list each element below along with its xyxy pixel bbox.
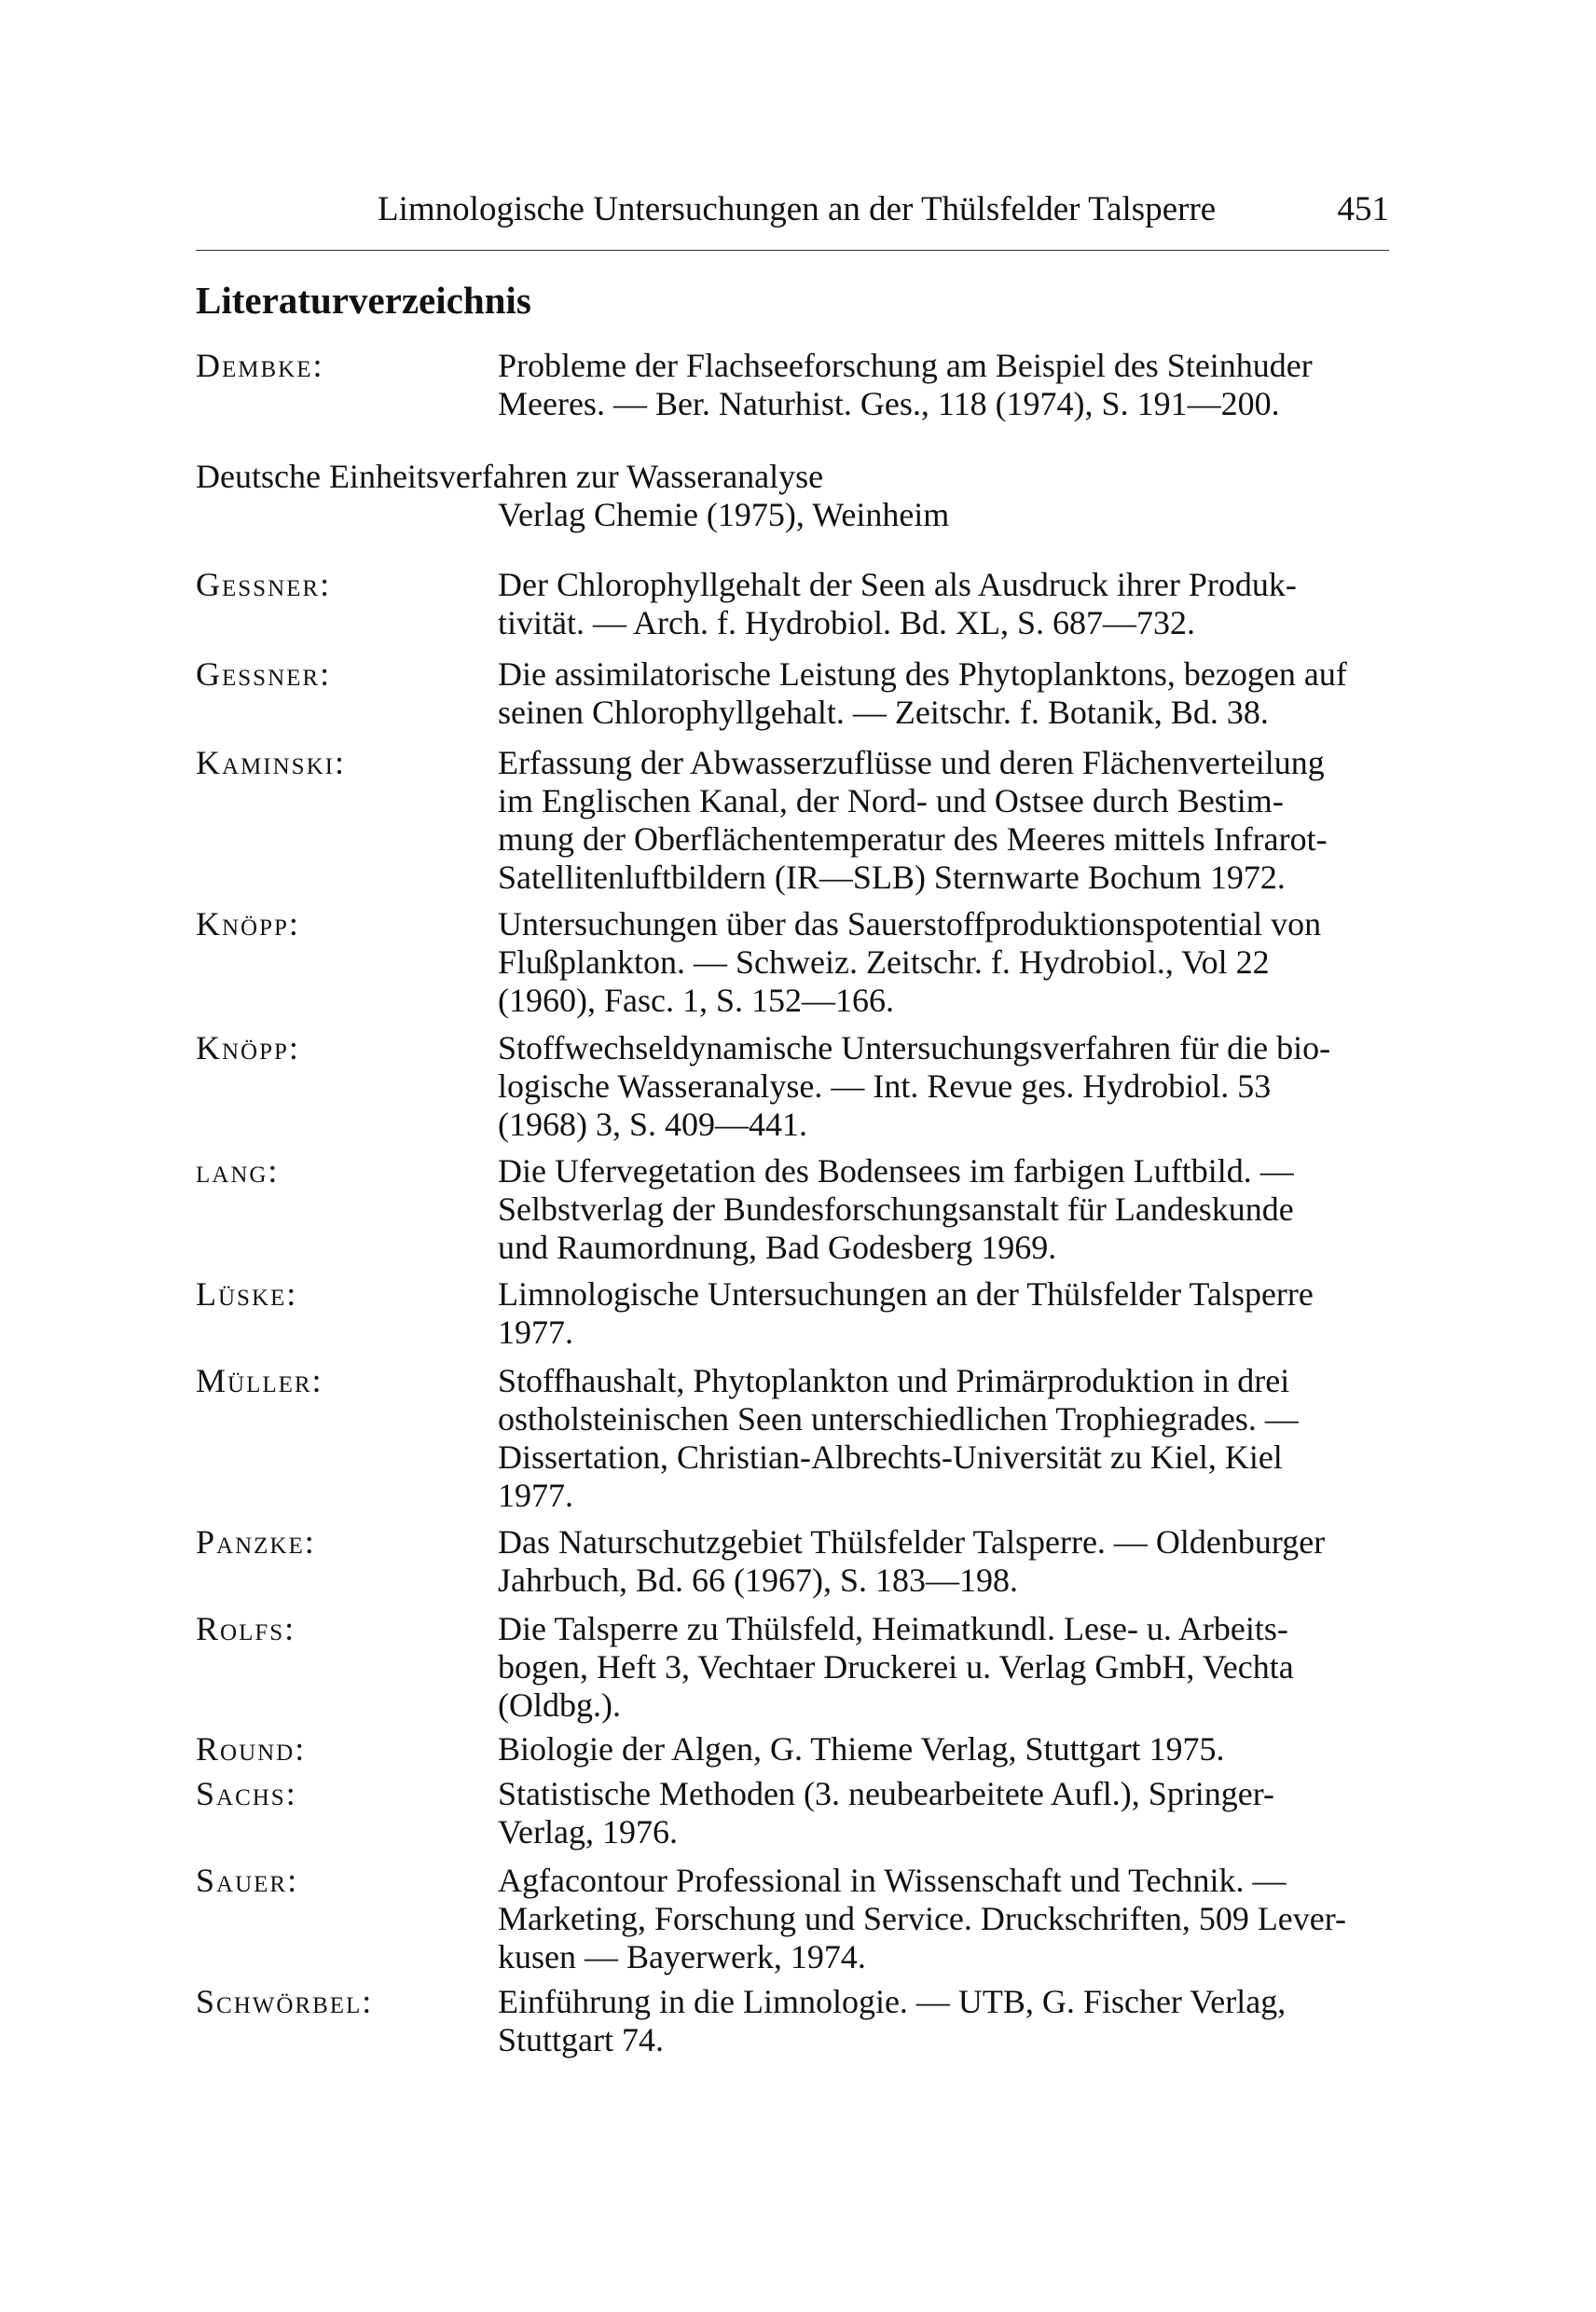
reference-text	[498, 1730, 1389, 1768]
reference-line: Probleme der Flachseeforschung am Beispiel des Steinhuder	[498, 347, 1313, 384]
reference-line: Stuttgart 74.	[498, 2021, 664, 2058]
reference-text	[498, 1862, 1389, 1976]
reference-line: Agfacontour Professional in Wissenschaft und Technik. —	[498, 1862, 1286, 1899]
reference-entry	[196, 655, 1389, 732]
reference-line: Jahrbuch, Bd. 66 (1967), S. 183—198.	[498, 1562, 1018, 1599]
reference-author: Round:	[196, 1730, 307, 1768]
reference-text	[498, 1362, 1389, 1515]
reference-line: ostholsteinischen Seen unterschiedlichen Trophiegrades. —	[498, 1400, 1299, 1438]
reference-line: Erfassung der Abwasserzuflüsse und deren Flächenverteilung	[498, 744, 1325, 781]
reference-line: Das Naturschutzgebiet Thülsfelder Talsperre. — Oldenburger	[498, 1523, 1326, 1561]
reference-author: Sachs:	[196, 1775, 297, 1812]
reference-line: und Raumordnung, Bad Godesberg 1969.	[498, 1229, 1057, 1266]
reference-line: Marketing, Forschung und Service. Druckschriften, 509 Lever-	[498, 1900, 1347, 1937]
reference-text	[498, 566, 1389, 642]
reference-entry	[196, 1983, 1389, 2059]
reference-line: bogen, Heft 3, Vechtaer Druckerei u. Verlag GmbH, Vechta	[498, 1648, 1294, 1686]
reference-line: Limnologische Untersuchungen an der Thülsfelder Talsperre	[498, 1275, 1314, 1313]
reference-line: Selbstverlag der Bundesforschungsanstalt für Landeskunde	[498, 1190, 1294, 1228]
reference-line: 1977.	[498, 1314, 573, 1351]
reference-entry	[196, 1362, 1389, 1515]
reference-text	[498, 347, 1389, 423]
reference-line: Die Talsperre zu Thülsfeld, Heimatkundl. Lese- u. Arbeits-	[498, 1610, 1288, 1647]
reference-line: 1977.	[498, 1477, 573, 1514]
reference-author: lang:	[196, 1152, 280, 1190]
reference-text	[498, 1775, 1389, 1851]
reference-line: mung der Oberflächentemperatur des Meeres mittels Infrarot-	[498, 820, 1328, 858]
reference-author: Müller:	[196, 1362, 323, 1399]
reference-author: Sauer:	[196, 1862, 299, 1899]
reference-line: Biologie der Algen, G. Thieme Verlag, Stuttgart 1975.	[498, 1730, 1225, 1768]
reference-line: tivität. — Arch. f. Hydrobiol. Bd. XL, S. 687—732.	[498, 604, 1195, 641]
reference-line: Deutsche Einheitsverfahren zur Wasseranalyse	[196, 458, 824, 495]
reference-author: Panzke:	[196, 1523, 316, 1561]
reference-entry	[196, 905, 1389, 1020]
reference-entry	[196, 1775, 1389, 1851]
reference-text	[498, 1523, 1389, 1600]
reference-text	[498, 1610, 1389, 1725]
reference-line: Die Ufervegetation des Bodensees im farbigen Luftbild. —	[498, 1152, 1294, 1190]
reference-text	[498, 744, 1389, 897]
reference-line: logische Wasseranalyse. — Int. Revue ges. Hydrobiol. 53	[498, 1067, 1272, 1105]
reference-author: Knöpp:	[196, 905, 300, 943]
reference-line: Verlag Chemie (1975), Weinheim	[498, 496, 950, 533]
reference-author: Rolfs:	[196, 1610, 296, 1647]
reference-entry	[196, 1275, 1389, 1352]
reference-line: (Oldbg.).	[498, 1686, 621, 1724]
reference-entry	[196, 1523, 1389, 1600]
reference-line: im Englischen Kanal, der Nord- und Ostsee durch Bestim-	[498, 782, 1284, 819]
reference-text	[498, 1152, 1389, 1267]
reference-entry	[196, 1730, 1389, 1768]
section-title: Literaturverzeichnis	[196, 279, 531, 322]
reference-entry	[196, 744, 1389, 897]
reference-author: Kaminski:	[196, 744, 346, 781]
reference-entry	[196, 1152, 1389, 1267]
reference-line: Die assimilatorische Leistung des Phytoplanktons, bezogen auf	[498, 655, 1347, 693]
reference-author: Gessner:	[196, 566, 332, 603]
reference-line: seinen Chlorophyllgehalt. — Zeitschr. f. Botanik, Bd. 38.	[498, 694, 1269, 731]
reference-entry	[196, 347, 1389, 423]
reference-author: Schwörbel:	[196, 1983, 374, 2020]
reference-author: Dembke:	[196, 347, 324, 384]
reference-line: Der Chlorophyllgehalt der Seen als Ausdruck ihrer Produk-	[498, 566, 1297, 603]
reference-text	[498, 655, 1389, 732]
reference-text	[498, 905, 1389, 1020]
reference-line: Untersuchungen über das Sauerstoffproduktionspotential von	[498, 905, 1322, 943]
running-title: Limnologische Untersuchungen an der Thülsfelder Talsperre	[378, 190, 1217, 228]
reference-text	[498, 1983, 1389, 2059]
reference-line: Flußplankton. — Schweiz. Zeitschr. f. Hydrobiol., Vol 22	[498, 943, 1270, 981]
reference-author: Gessner:	[196, 655, 332, 693]
reference-line: (1968) 3, S. 409—441.	[498, 1106, 807, 1143]
reference-line: Einführung in die Limnologie. — UTB, G. Fischer Verlag,	[498, 1983, 1286, 2020]
reference-entry-standalone	[196, 458, 1389, 534]
reference-line: Verlag, 1976.	[498, 1813, 678, 1851]
reference-line: Dissertation, Christian-Albrechts-Universität zu Kiel, Kiel	[498, 1438, 1283, 1476]
reference-line: Statistische Methoden (3. neubearbeitete Aufl.), Springer-	[498, 1775, 1275, 1812]
reference-line: (1960), Fasc. 1, S. 152—166.	[498, 982, 894, 1019]
reference-line: Stoffwechseldynamische Untersuchungsverfahren für die bio-	[498, 1029, 1331, 1067]
reference-line: Stoffhaushalt, Phytoplankton und Primärproduktion in drei	[498, 1362, 1290, 1399]
reference-line: Meeres. — Ber. Naturhist. Ges., 118 (1974), S. 191—200.	[498, 385, 1280, 422]
reference-entry	[196, 1029, 1389, 1144]
page-number: 451	[1337, 190, 1389, 228]
reference-entry	[196, 1862, 1389, 1976]
reference-line: kusen — Bayerwerk, 1974.	[498, 1938, 866, 1975]
reference-author: Lüske:	[196, 1275, 298, 1313]
reference-text	[498, 1029, 1389, 1144]
reference-entry	[196, 566, 1389, 642]
header-rule	[196, 250, 1389, 251]
reference-author: Knöpp:	[196, 1029, 300, 1067]
reference-entry	[196, 1610, 1389, 1725]
reference-line: Satellitenluftbildern (IR—SLB) Sternwarte Bochum 1972.	[498, 859, 1286, 896]
reference-text	[498, 1275, 1389, 1352]
